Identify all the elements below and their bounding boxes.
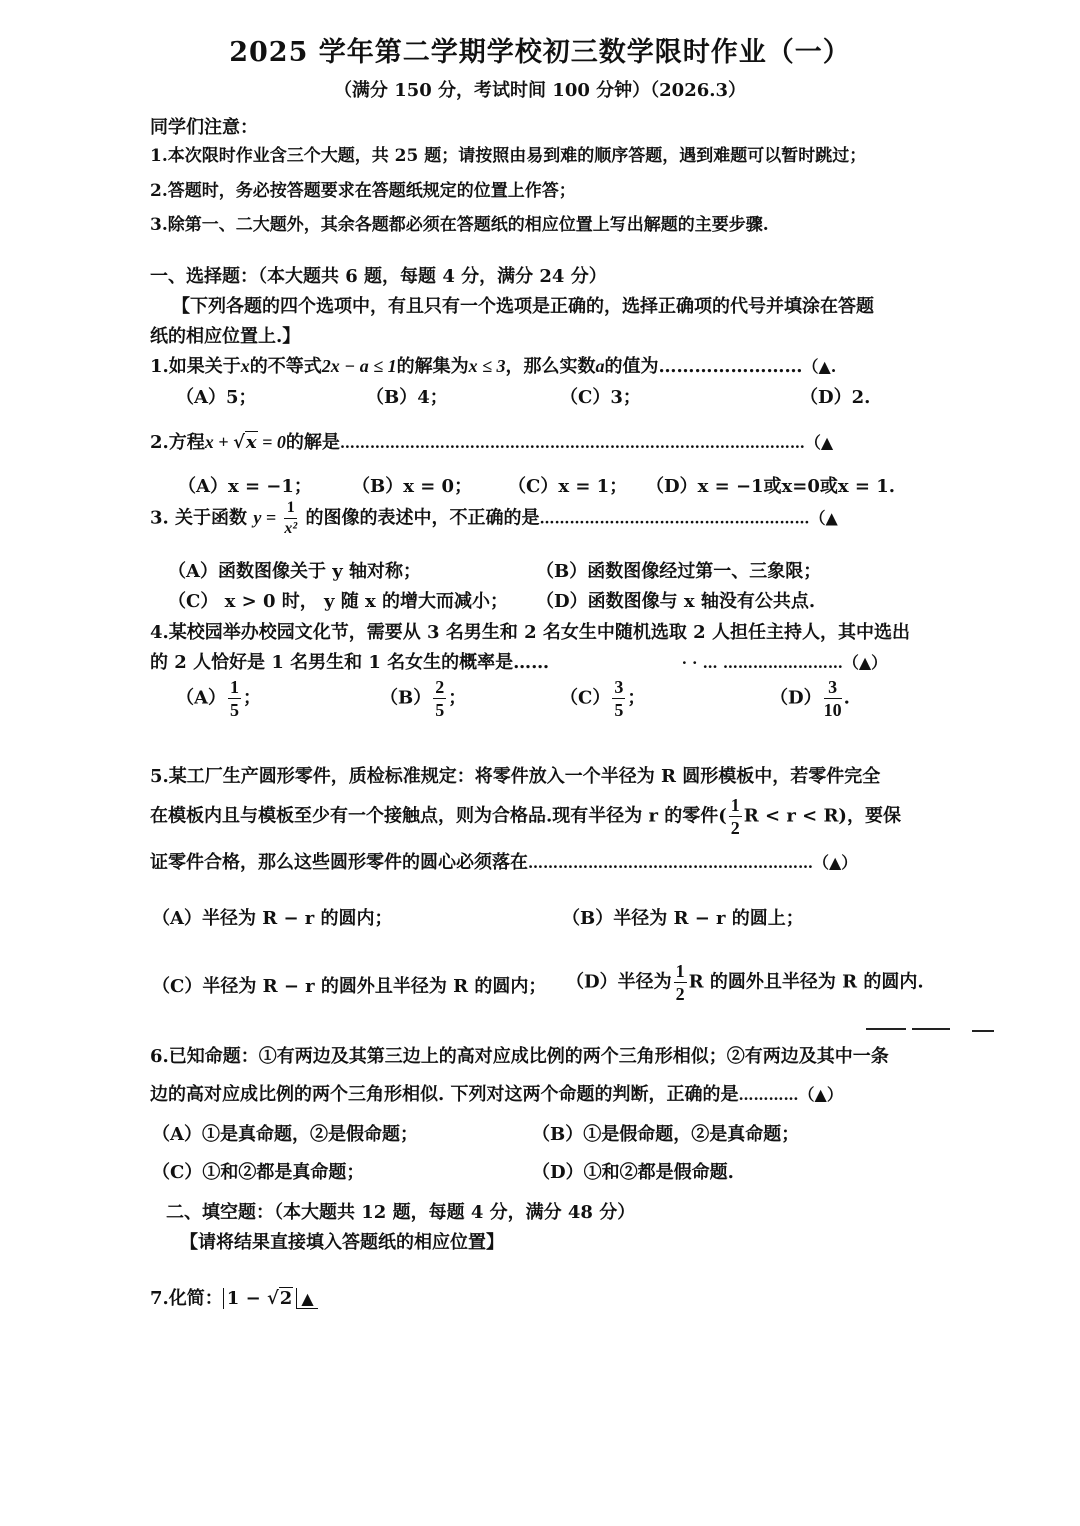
q5-option-a: （A）半径为 R − r 的圆内； [152,908,393,929]
q5-dots: ………………………………………………… [528,854,813,872]
q4-option-b-fraction [433,678,446,719]
q3-suffix: 的图像的表述中，不正确的是 [305,507,540,529]
q3-option-c: （C） x > 0 时， y 随 x 的增大而减小； [168,591,508,612]
q2-option-c: （C）x = 1； [508,476,628,497]
q3-option-a: （A）函数图像关于 y 轴对称； [168,561,421,582]
q4-option-c-label: （C） [560,687,611,709]
q1-answer: （▲. [802,357,837,376]
q1-option-c: （C）3； [560,387,641,408]
q2-prefix: 2.方程 [150,432,205,453]
note-1: 1.本次限时作业含三个大题，共 25 题；请按照由易到难的顺序答题，遇到难题可以暂时跳过； [150,146,867,166]
q4-d-num: 3 [824,678,842,699]
q4-b-num: 2 [435,677,445,697]
q4-c-end: ； [627,687,646,709]
q7-prefix: 7.化简： [150,1288,223,1309]
q5-line-3: 证零件合格，那么这些圆形零件的圆心必须落在 [150,852,528,873]
q2-dots: ………………………………………………………………………………… [339,434,805,452]
q3-option-b: （B）函数图像经过第一、三象限； [536,561,822,582]
q1-mid3: ，那么实数 [505,356,596,377]
q5-option-b: （B）半径为 R − r 的圆上； [562,908,804,929]
q3-option-d: （D）函数图像与 x 轴没有公共点. [536,591,816,612]
q4-option-a [176,678,261,719]
q1-option-b: （B）4； [366,387,448,408]
q5-line-2 [150,796,901,837]
q5-line-1: 5.某工厂生产圆形零件，质检标准规定：将零件放入一个半径为 R 圆形模板中，若零件完全 [150,766,881,787]
question-7 [150,1284,318,1310]
q5-option-d [566,962,924,1003]
q7-sqrt-sign: √ [266,1288,279,1309]
q5-option-d-b: R 的圆外且半径为 R 的圆内. [688,971,924,993]
q3-frac-den: x² [284,520,298,537]
q4-option-a-label: （A） [176,687,226,709]
pen-mark [972,1030,994,1032]
q5-frac-num: 1 [730,795,740,815]
q1-mid1: 的不等式 [249,356,322,377]
section2-instruction: 【请将结果直接填入答题纸的相应位置】 [180,1232,504,1253]
q4-option-d [770,678,850,719]
q7-answer-blank: ▲ [297,1289,317,1309]
q4-option-c-fraction [612,678,625,719]
page-subtitle: （满分 150 分，考试时间 100 分钟）（2026.3） [333,80,747,101]
q2-eq-b: = 0 [257,432,286,452]
q3-y: y = [253,507,277,528]
q5-d-den: 2 [675,984,685,1004]
q1-a: a [595,356,605,376]
q6-line-2: 边的高对应成比例的两个三角形相似. 下列对这两个命题的判断，正确的是 [150,1084,739,1105]
notes-heading: 同学们注意： [150,117,258,138]
q2-answer: （▲ [804,433,834,452]
q4-option-b-label: （B） [380,687,432,709]
q4-b-end: ； [448,687,467,709]
question-4 [150,648,887,674]
section2-heading: 二、填空题：（本大题共 12 题，每题 4 分，满分 48 分） [166,1202,636,1223]
q4-c-den: 5 [614,700,624,720]
q7-expr-a: 1 − [226,1288,267,1309]
q7-abs-expression [223,1288,298,1309]
question-3 [150,500,838,537]
section1-instruction-1: 【下列各题的四个选项中，有且只有一个选项是正确的，选择正确项的代号并填涂在答题 [172,296,874,317]
q5-d-num: 1 [675,961,685,981]
question-5 [150,848,857,874]
question-1 [150,352,836,378]
q1-inequality: 2x − a ≤ 1 [321,356,397,376]
q4-line-1: 4.某校园举办校园文化节，需要从 3 名男生和 2 名女生中随机选取 2 人担任主持人，其中选出 [150,622,910,643]
q4-option-a-fraction [228,678,241,719]
q6-option-b: （B）①是假命题，②是真命题； [532,1124,800,1145]
q4-option-c [560,678,645,719]
q4-a-num: 1 [229,677,239,697]
q1-mid2: 的解集为 [396,356,469,377]
note-2: 2.答题时，务必按答题要求在答题纸规定的位置上作答； [150,181,576,201]
q5-line-2-b: R < r < R)，要保 [743,805,901,827]
q6-option-c: （C）①和②都是真命题； [152,1162,365,1183]
q1-prefix: 1.如果关于 [150,356,241,377]
q6-line-1: 6.已知命题：①有两边及其第三边上的高对应成比例的两个三角形相似；②有两边及其中一条 [150,1046,889,1067]
question-6 [150,1080,843,1106]
q5-fraction [729,796,742,837]
pen-mark [866,1028,906,1030]
q5-option-c: （C）半径为 R − r 的圆外且半径为 R 的圆内； [152,976,547,997]
question-2 [150,428,833,454]
q3-prefix: 3. 关于函数 [150,507,248,529]
q4-c-num: 3 [614,677,624,697]
q4-dots: · · … …………………… [681,654,843,672]
q2-eq-a: x + [204,432,234,452]
q4-answer: （▲） [842,653,888,672]
pen-mark [912,1028,950,1030]
q5-option-d-a: （D）半径为 [566,971,672,993]
q4-a-end: ； [242,687,261,709]
note-3: 3.除第一、二大题外，其余各题都必须在答题纸的相应位置上写出解题的主要步骤. [150,215,769,235]
q2-option-a: （A）x = −1； [178,476,312,497]
q2-option-d: （D）x = −1或x=0或x = 1. [646,476,896,497]
q2-suffix: 的解是 [285,432,340,453]
q4-option-d-fraction [824,678,842,719]
q5-line-2-a: 在模板内且与模板至少有一个接触点，则为合格品.现有半径为 r 的零件( [150,805,727,827]
q5-option-d-fraction [674,962,687,1003]
page-title: 2025 学年第二学期学校初三数学限时作业（一） [229,37,851,68]
section1-instruction-2: 纸的相应位置上.】 [150,326,301,347]
q1-solution: x ≤ 3 [468,356,506,376]
q7-sqrt-2: 2 [279,1288,293,1309]
q5-frac-den: 2 [730,818,740,838]
q1-option-a: （A）5； [176,387,257,408]
section1-heading: 一、选择题：（本大题共 6 题，每题 4 分，满分 24 分） [150,266,607,287]
q3-dots: ……………………………………………… [539,509,810,528]
q4-b-den: 5 [435,700,445,720]
q4-line-2: 的 2 人恰好是 1 名男生和 1 名女生的概率是…… [150,652,550,673]
q4-option-d-label: （D） [770,687,822,709]
q6-option-d: （D）①和②都是假命题. [532,1162,734,1183]
q3-fraction [284,500,297,537]
q4-option-b [380,678,466,719]
q6-answer: （▲） [798,1085,843,1104]
q6-option-a: （A）①是真命题，②是假命题； [152,1124,418,1145]
q6-dots: ………… [738,1086,799,1104]
q1-x: x [240,356,250,376]
q2-option-b: （B）x = 0； [352,476,473,497]
q4-a-den: 5 [229,700,239,720]
q1-option-d: （D）2. [800,387,871,408]
q4-d-den: 10 [823,700,842,720]
q5-answer: （▲） [813,853,858,872]
q3-frac-num: 1 [284,500,297,519]
q4-d-end: . [843,687,850,709]
q2-sqrt-sign: √ [233,432,245,453]
q1-suffix: 的值为 [604,356,659,377]
q2-sqrt-x: x [245,432,257,453]
q1-dots: …………………… [658,356,803,377]
q3-answer: （▲ [809,508,838,528]
